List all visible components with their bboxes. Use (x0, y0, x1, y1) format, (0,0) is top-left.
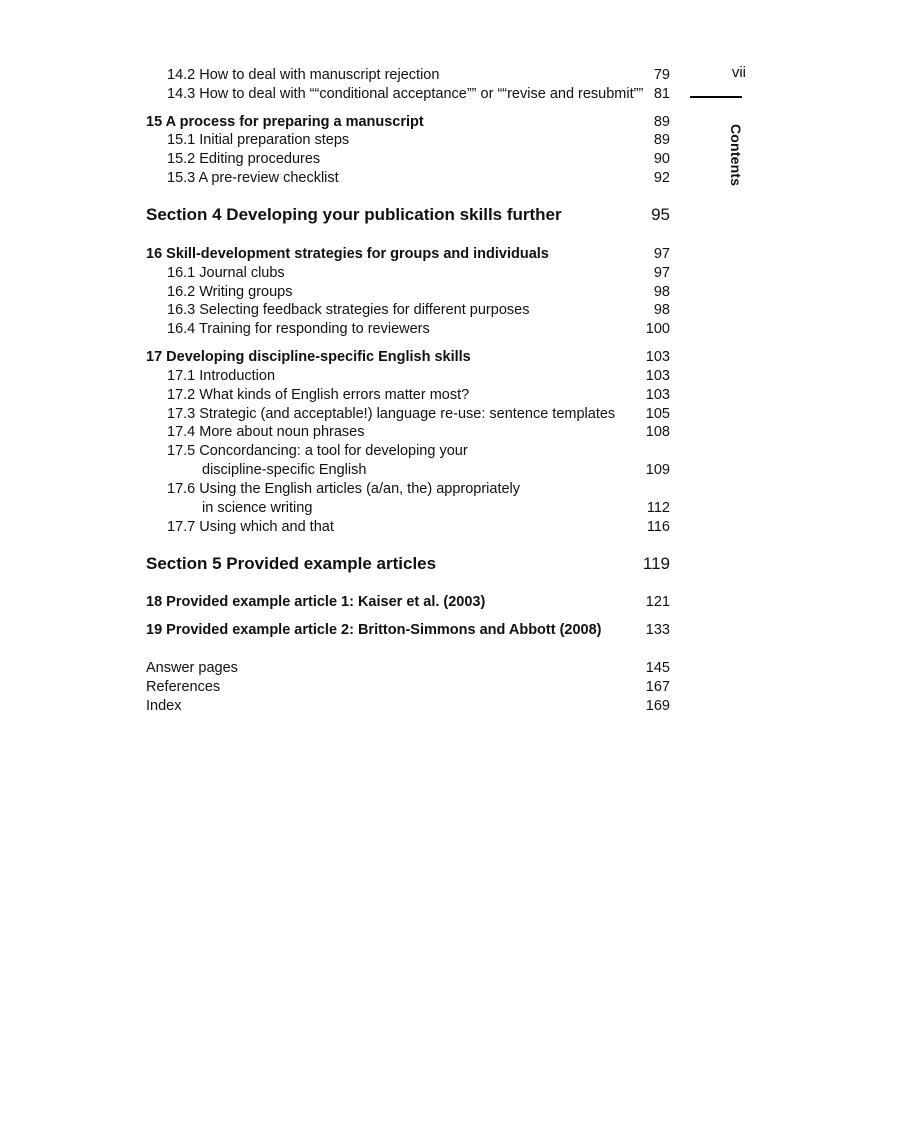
toc-entry-page: 81 (653, 86, 670, 102)
toc-backmatter-title: Answer pages (146, 660, 238, 676)
toc-backmatter-title: References (146, 679, 221, 695)
toc-entry-title: 15.2 Editing procedures (167, 151, 321, 167)
toc-entry-page: 103 (645, 387, 670, 403)
toc-chapter-title: 19 Provided example article 2: Britton-Simmons and Abbott (2008) (146, 622, 602, 638)
toc-section-page: 119 (642, 554, 670, 573)
toc-entry-page: 109 (645, 462, 670, 478)
toc-backmatter-page: 167 (645, 679, 670, 695)
toc-entry-page: 116 (646, 519, 670, 535)
toc-entry-page: 90 (653, 151, 670, 167)
toc-entry-title: 16.4 Training for responding to reviewers (167, 321, 430, 337)
toc-entry-title: 17.2 What kinds of English errors matter most? (167, 387, 470, 403)
toc-entry-title-continued: discipline-specific English (202, 462, 367, 478)
toc-entry-title: 16.3 Selecting feedback strategies for different purposes (167, 302, 530, 318)
toc-chapter-page: 133 (645, 622, 670, 638)
toc-entry-title: 17.6 Using the English articles (a/an, the) appropriately (167, 481, 521, 497)
toc-entry-title: 17.7 Using which and that (167, 519, 334, 535)
toc-entry-page: 89 (653, 132, 670, 148)
toc-entry-17-5 (146, 442, 670, 480)
toc-entry-title: 14.2 How to deal with manuscript rejection (167, 67, 440, 83)
toc-entry-title: 17.1 Introduction (167, 368, 276, 384)
toc-entry-page: 79 (653, 67, 670, 83)
toc-entry-title: 15.1 Initial preparation steps (167, 132, 350, 148)
toc-section-title: Section 5 Provided example articles (146, 554, 437, 573)
toc-entry-17-6 (146, 480, 670, 518)
toc-entry-title: 14.3 How to deal with ““conditional acceptance”” or ““revise and resubmit”” (167, 86, 644, 102)
toc-chapter-page: 103 (645, 349, 670, 365)
toc-chapter-title: 18 Provided example article 1: Kaiser et al. (2003) (146, 594, 486, 610)
toc-entry-page: 105 (645, 406, 670, 422)
toc-chapter-title: 15 A process for preparing a manuscript (146, 114, 424, 130)
toc-chapter-page: 89 (653, 114, 670, 130)
toc-entry-page: 92 (653, 170, 670, 186)
toc-entry-title: 16.2 Writing groups (167, 284, 293, 300)
toc-entry-title-continued: in science writing (202, 500, 313, 516)
page-number: vii (731, 64, 746, 81)
toc-section-title: Section 4 Developing your publication skills further (146, 205, 562, 224)
toc-entry-title: 15.3 A pre-review checklist (167, 170, 339, 186)
toc-entry-title: 17.4 More about noun phrases (167, 424, 365, 440)
toc-entry-page: 103 (645, 368, 670, 384)
toc-entry-page: 98 (653, 284, 670, 300)
toc-entry-page: 112 (646, 500, 670, 516)
toc-chapter-page: 97 (653, 246, 670, 262)
toc-entry-title: 16.1 Journal clubs (167, 265, 285, 281)
toc-entry-page: 100 (645, 321, 670, 337)
toc-chapter-page: 121 (645, 594, 670, 610)
toc-chapter-title: 16 Skill-development strategies for groups and individuals (146, 246, 549, 262)
toc-chapter-title: 17 Developing discipline-specific English skills (146, 349, 471, 365)
toc-entry-title: 17.3 Strategic (and acceptable!) language re-use: sentence templates (167, 406, 616, 422)
toc-backmatter-page: 145 (645, 660, 670, 676)
running-head: Contents (728, 124, 744, 187)
toc-entry-title: 17.5 Concordancing: a tool for developing your (167, 443, 468, 459)
toc-backmatter-title: Index (146, 698, 182, 714)
toc-entry-page: 97 (653, 265, 670, 281)
toc-entry-page: 98 (653, 302, 670, 318)
toc-section-page: 95 (651, 205, 670, 224)
toc-backmatter-page: 169 (645, 698, 670, 714)
toc-entry-page: 108 (645, 424, 670, 440)
